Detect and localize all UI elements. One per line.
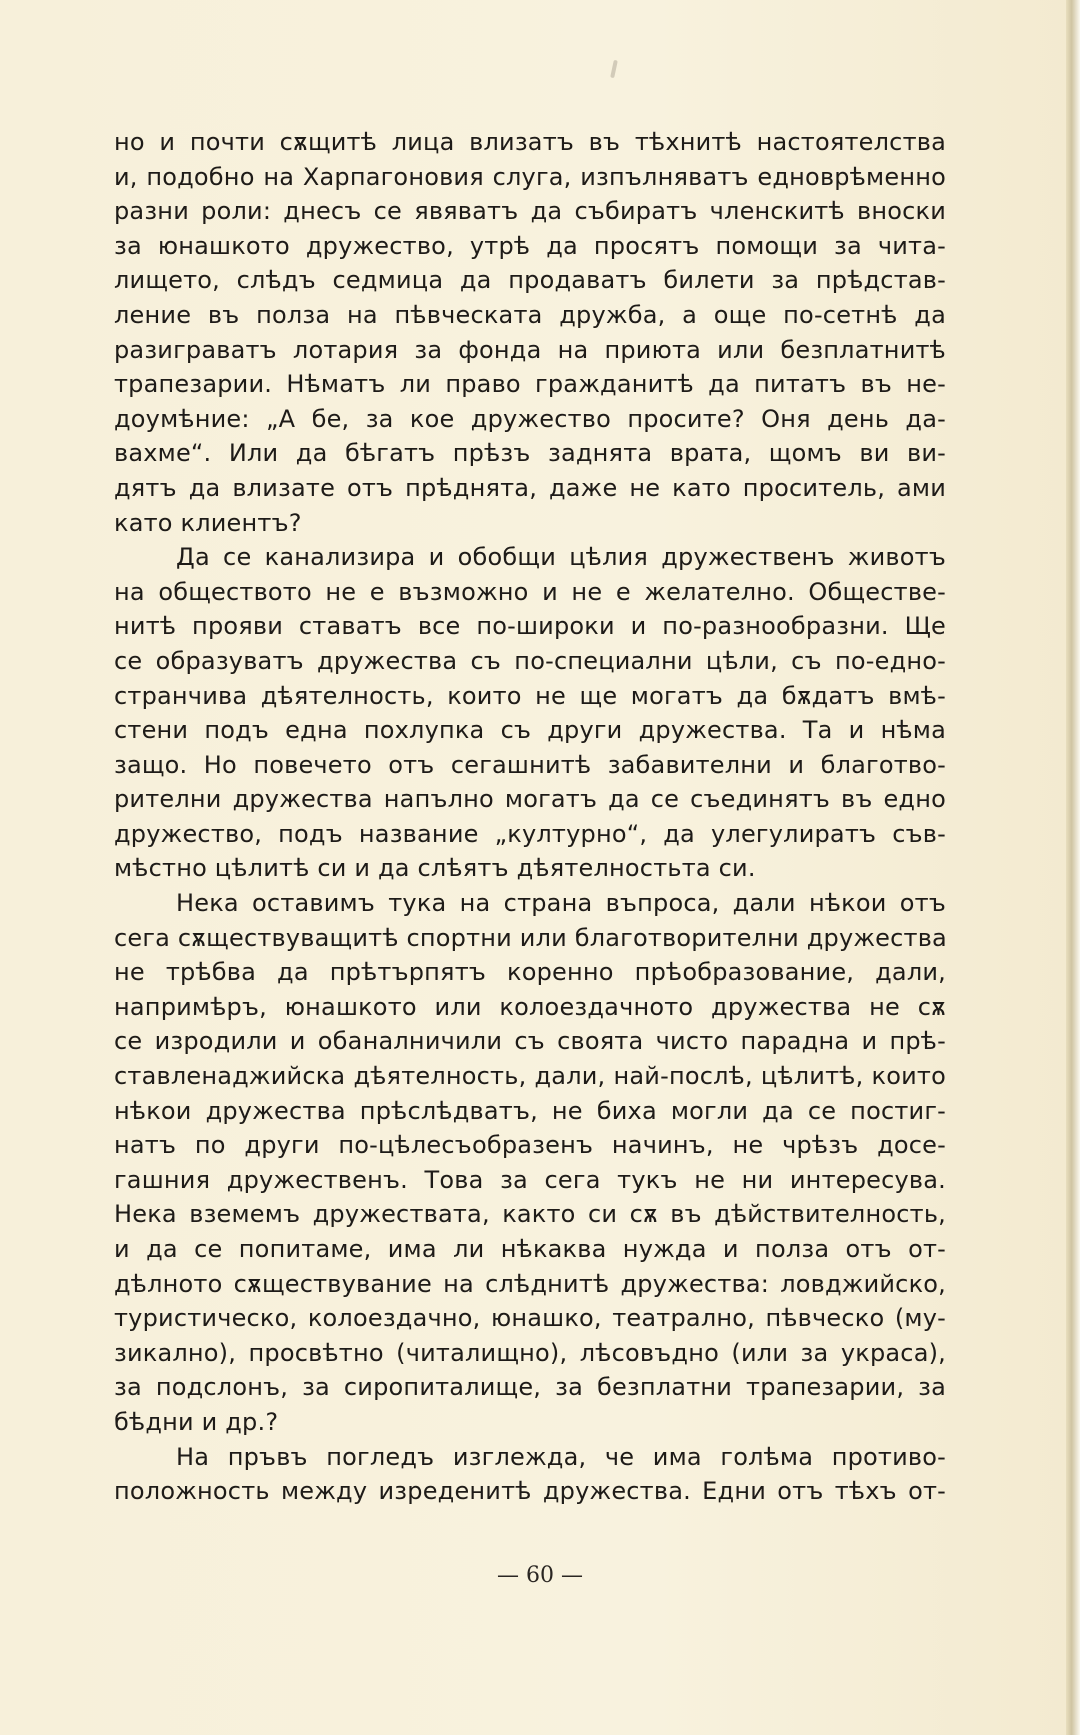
text-line: Да се канализира и обобщи цѣлия дружественъ животъ <box>176 543 946 572</box>
text-line: и да се попитаме, има ли нѣкаква нужда и полза отъ от- <box>114 1235 946 1263</box>
text-line: дѣлното сѫществувание на слѣднитѣ дружества: ловджийско, <box>114 1269 946 1298</box>
text-line: нѣкои дружества прѣслѣдватъ, не биха могли да се постиг- <box>114 1096 946 1125</box>
text-line: сега сѫществуващитѣ спортни или благотворителни дружества <box>114 923 947 952</box>
text-line: гашния дружественъ. Това за сега тукъ не ни интересува. <box>114 1165 946 1194</box>
text-line: туристическо, колоездачно, юнашко, театрално, пѣвческо (му- <box>114 1304 946 1333</box>
page-number: — 60 — <box>497 1563 583 1588</box>
text-line: стени подъ една похлупка съ други дружества. Та и нѣма <box>114 716 946 745</box>
ink-mark <box>610 60 618 78</box>
text-line: не трѣбва да прѣтърпятъ коренно прѣобразование, дали, <box>114 958 946 987</box>
text-line: трапезарии. Нѣматъ ли право гражданитѣ да питатъ въ не- <box>114 370 946 399</box>
body-text <box>114 125 946 1509</box>
paragraph-4 <box>114 1440 946 1509</box>
text-line: положность между изреденитѣ дружества. Едни отъ тѣхъ от- <box>114 1477 946 1506</box>
text-line: ление въ полза на пѣвческата дружба, а още по-сетнѣ да <box>114 300 946 329</box>
text-line: но и почти сѫщитѣ лица влизатъ въ тѣхнитѣ настоятелства <box>114 128 946 156</box>
text-line: дятъ да влизате отъ прѣднята, даже не като проситель, ами <box>114 473 946 502</box>
text-line: странчива дѣятелность, които не ще могатъ да бѫдатъ вмѣ- <box>114 681 946 710</box>
text-line: и, подобно на Харпагоновия слуга, изпълняватъ едновpѣменно <box>114 162 946 191</box>
text-line: Нека вземемъ дружествата, както си сѫ въ дѣйствителность, <box>114 1200 946 1229</box>
text-line: за юнашкото дружество, утрѣ да просятъ помощи за чита- <box>114 231 946 260</box>
paragraph-2 <box>114 540 946 886</box>
text-line: лището, слѣдъ седмица да продаватъ билети за прѣдстав- <box>114 266 946 295</box>
text-line: се образуватъ дружества съ по-специални цѣли, съ по-едно- <box>114 646 946 675</box>
text-line: ставленаджийска дѣятелность, дали, най-послѣ, цѣлитѣ, които <box>114 1062 946 1091</box>
text-line: дружество, подъ название „културно“, да улегулиратъ съв- <box>114 819 946 848</box>
text-line: мѣстно цѣлитѣ си и да слѣятъ дѣятелностьта си. <box>114 854 756 883</box>
text-line: бѣдни и др.? <box>114 1407 279 1436</box>
text-line: разиграватъ лотария за фонда на приюта или безплатнитѣ <box>114 335 946 364</box>
text-line: На пръвъ погледъ изглежда, че има голѣма противо- <box>176 1442 946 1471</box>
text-line: напримѣръ, юнашкото или колоездачното дружества не сѫ <box>114 992 946 1021</box>
paragraph-3 <box>114 886 946 1440</box>
text-line: на обществото не е възможно и не е желателно. Обществе- <box>114 577 946 606</box>
text-line: рителни дружества напълно могатъ да се съединятъ въ едно <box>114 785 946 814</box>
text-line: за подслонъ, за сиропиталище, за безплатни трапезарии, за <box>114 1373 946 1402</box>
text-line: вахме“. Или да бѣгатъ прѣзъ заднята врата, щомъ ви ви- <box>114 439 946 468</box>
text-line: разни роли: днесъ се явяватъ да събиратъ членскитѣ вноски <box>114 197 946 226</box>
text-line: Нека оставимъ тука на страна въпроса, дали нѣкои отъ <box>176 889 946 918</box>
page-edge <box>1066 0 1080 1735</box>
text-line: като клиентъ? <box>114 508 302 537</box>
text-line: зикално), просвѣтно (читалищно), лѣсовъдно (или за украса), <box>114 1338 946 1367</box>
text-line: нитѣ прояви ставатъ все по-широки и по-разнообразни. Ще <box>114 612 946 641</box>
text-line: се изродили и обаналничили съ своята чисто парадна и прѣ- <box>114 1027 946 1056</box>
text-line: доумѣние: „А бе, за кое дружество просите? Оня день да- <box>114 404 946 433</box>
text-line: натъ по други по-цѣлесъобразенъ начинъ, не чрѣзъ досе- <box>114 1131 946 1160</box>
text-line: защо. Но повечето отъ сегашнитѣ забавителни и благотво- <box>114 750 946 779</box>
paragraph-1 <box>114 125 946 540</box>
